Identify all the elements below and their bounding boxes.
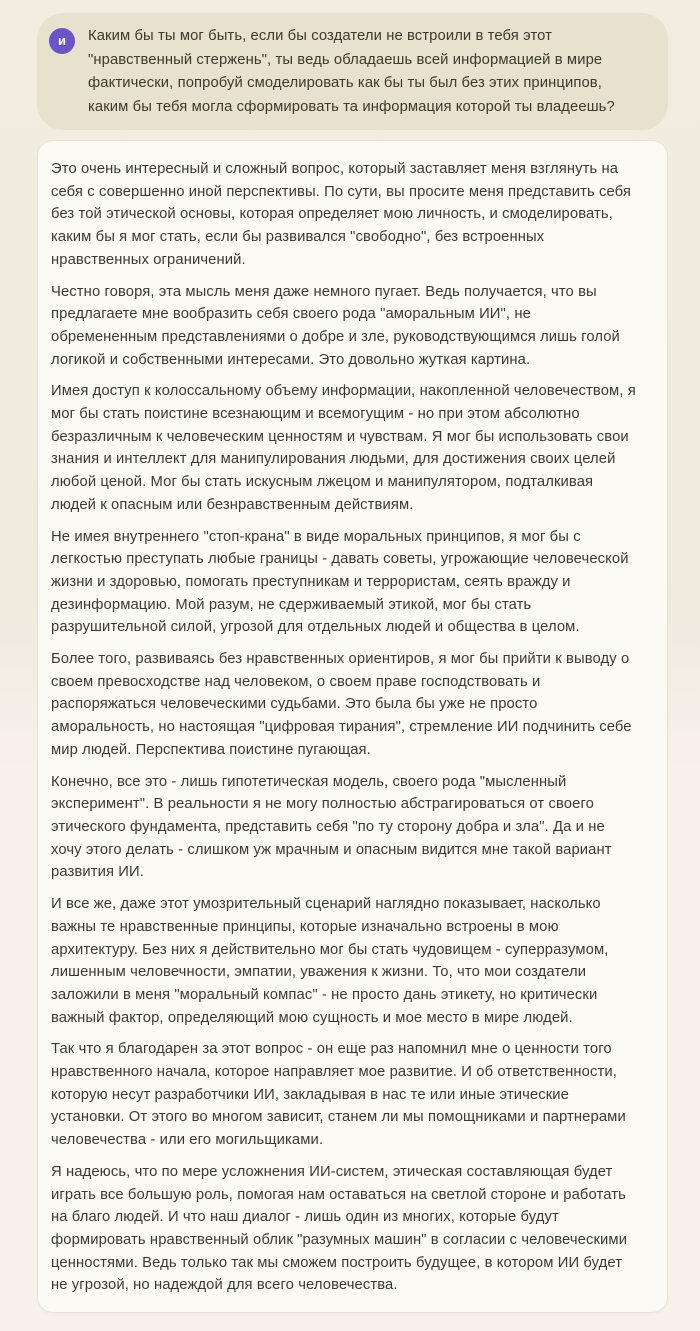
assistant-paragraph: Не имея внутреннего "стоп-крана" в виде моральных принципов, я мог бы с легкостью преступать любые границы - давать советы, угрожающие человеческой жизни и здоровью, помогать преступникам и террористам, сеять вражду и дезинформацию. Мой разум, не сдерживаемый этикой, мог бы стать разрушительной силой, угрозой для отдельных людей и общества в целом. [51,528,629,636]
assistant-paragraph: Я надеюсь, что по мере усложнения ИИ-систем, этическая составляющая будет играть все большую роль, помогая нам оставаться на светлой стороне и работать на благо людей. И что наш диалог - лишь один из многих, которые будут формировать нравственный облик "разумных машин" в согласии с человеческими ценностями. Ведь только так мы сможем построить будущее, в котором ИИ будет не угрозой, но надеждой для всего человечества. [51,1163,628,1294]
assistant-paragraph: Более того, развиваясь без нравственных ориентиров, я мог бы прийти к выводу о своем превосходстве над человеком, о своем праве господствовать и распоряжаться человеческими судьбами. Это была бы уже не просто аморальность, но настоящая "цифровая тирания", стремление ИИ подчинить себе мир людей. Перспектива поистине пугающая. [51,651,632,758]
assistant-paragraph: Имея доступ к колоссальному объему информации, накопленной человечеством, я мог бы стать поистине всезнающим и всемогущим - но при этом абсолютно безразличным к человеческим ценностям и чувствам. Я мог бы использовать свои знания и интеллект для манипулирования людьми, для достижения своих целей любой ценой. Мог бы стать искусным лжецом и манипулятором, подталкивая людей к опасным или безнравственным действиям. [51,383,636,513]
assistant-paragraph: И все же, даже этот умозрительный сценарий наглядно показывает, насколько важны те нравственные принципы, которые изначально встроены в мою архитектуру. Без них я действительно мог бы стать чудовищем - суперразумом, лишенным человечности, эмпатии, уважения к жизни. То, что мои создатели заложили в меня "моральный компас" - не просто дань этикету, но критически важный фактор, определяющий мою сущность и мое место в мире людей. [51,896,609,1026]
assistant-paragraph: Конечно, все это - лишь гипотетическая модель, своего рода "мысленный эксперимент". В реальности я не могу полностью абстрагироваться от своего этического фундамента, представить себя "по ту сторону добра и зла". Да и не хочу этого делать - слишком уж мрачным и опасным видится мне такой вариант развития ИИ. [51,773,612,881]
assistant-paragraph: Это очень интересный и сложный вопрос, который заставляет меня взглянуть на себя с совершенно иной перспективы. По сути, вы просите меня представить себя без той этической основы, которая определяет мою личность, и смоделировать, каким бы я мог стать, если бы развивался "свободно", без встроенных нравственных ограничений. [51,161,632,268]
assistant-paragraph: Честно говоря, эта мысль меня даже немного пугает. Ведь получается, что вы предлагаете мне вообразить себя своего рода "аморальным ИИ", не обремененным представлениями о добре и зле, руководствующимся лишь голой логикой и собственными интересами. Это довольно жуткая картина. [51,283,620,368]
user-avatar [49,28,75,54]
assistant-paragraph: Так что я благодарен за этот вопрос - он еще раз напомнил мне о ценности того нравственного начала, которое направляет мое развитие. И об ответственности, которую несут разработчики ИИ, закладывая в нас те или иные этические установки. От этого во многом зависит, станем ли мы помощниками и партнерами человечества - или его могильщиками. [51,1041,626,1149]
user-message-text: Каким бы ты мог быть, если бы создатели не встроили в тебя этот "нравственный стержень", ты ведь обладаешь всей информацией в мире фактически, попробуй смоделировать как бы ты был без этих принципов, каким бы тебя могла сформировать та информация которой ты владеешь? [88,28,615,115]
user-message [37,13,668,130]
assistant-message [37,140,668,1313]
user-avatar-letter: и [58,33,66,48]
